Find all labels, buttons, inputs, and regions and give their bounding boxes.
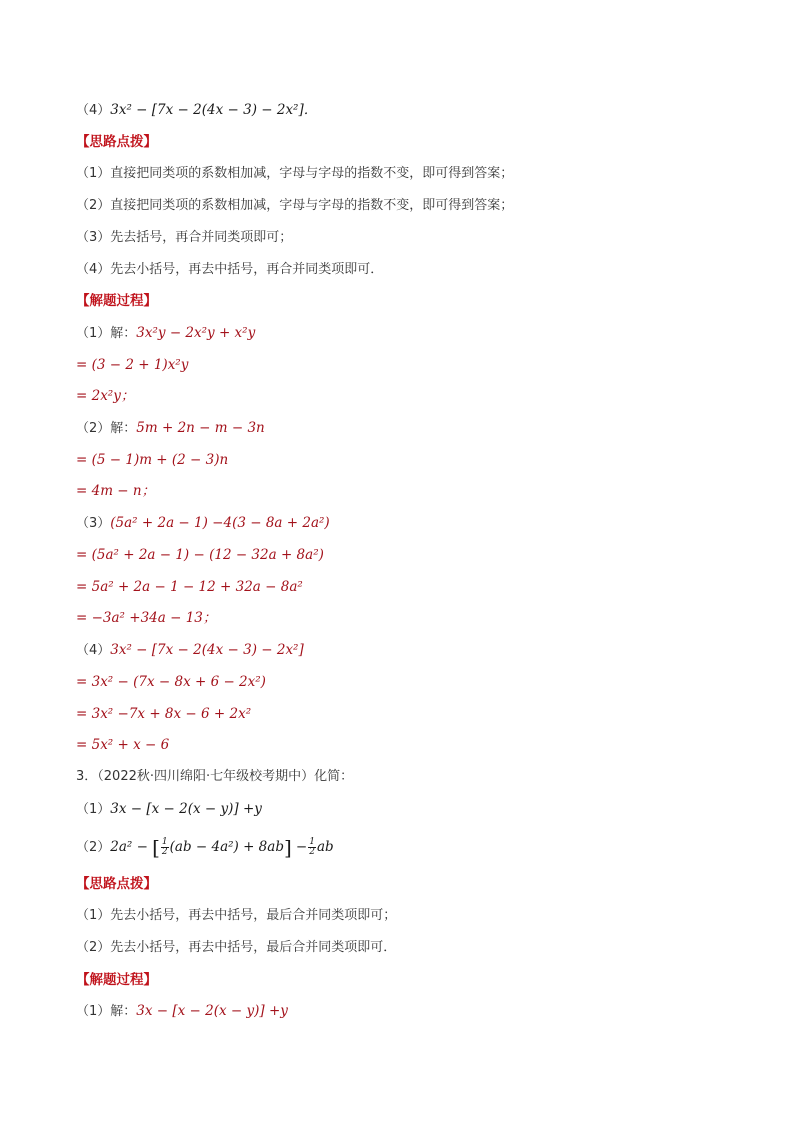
right-bracket: ]: [283, 835, 292, 860]
solution-expression: = (5a² + 2a − 1) − (12 − 32a + 8a²): [76, 547, 324, 563]
fraction-half: [161, 838, 169, 857]
question-2-part-4: [76, 99, 317, 121]
solution-line: [76, 639, 304, 661]
solution-expression: (5a² + 2a − 1) −4(3 − 8a + 2a²): [110, 515, 330, 531]
solution-expression: = 5x² + x − 6: [76, 737, 170, 753]
hint-heading: 【思路点拨】: [76, 876, 157, 892]
solution-expression: 3x²y − 2x²y + x²y: [136, 325, 256, 341]
hint-line: （1）直接把同类项的系数相加减，字母与字母的指数不变，即可得到答案；: [76, 166, 514, 181]
part-label: （1）: [76, 802, 111, 817]
solution-line: [76, 322, 255, 344]
solution-prefix: （3）: [76, 516, 111, 531]
solution-prefix: （1）解：: [76, 1004, 137, 1019]
solution-line: [76, 354, 188, 376]
fraction-denominator: 2: [161, 847, 168, 857]
question-3-part-1: [76, 798, 262, 820]
fraction-half: [308, 838, 316, 857]
left-bracket: [: [152, 835, 160, 860]
solution-line: [76, 449, 228, 471]
part-expression: ab: [316, 839, 334, 855]
solution-heading: 【解题过程】: [76, 293, 157, 309]
solution-expression: 3x² − [7x − 2(4x − 3) − 2x²]: [110, 642, 304, 658]
solution-expression: = 3x² −7x + 8x − 6 + 2x²: [76, 706, 252, 722]
hint-line: （2）先去小括号，再去中括号，最后合并同类项即可．: [76, 940, 397, 955]
solution-line: [76, 480, 155, 502]
solution-expression: = (3 − 2 + 1)x²y: [76, 357, 189, 373]
solution-expression: 3x − [x − 2(x − y)] +y: [136, 1003, 288, 1019]
solution-line: [76, 544, 324, 566]
solution-prefix: （4）: [76, 643, 111, 658]
solution-expression: = 3x² − (7x − 8x + 6 − 2x²): [76, 674, 266, 690]
solution-line: [76, 607, 216, 629]
solution-line: [76, 576, 303, 598]
part-expression: 2a² −: [110, 839, 148, 855]
hint-line: （1）先去小括号，再去中括号，最后合并同类项即可；: [76, 908, 397, 923]
solution-line: [76, 417, 265, 439]
hint-heading: 【思路点拨】: [76, 134, 157, 150]
solution-heading: 【解题过程】: [76, 972, 157, 988]
solution-line: [76, 512, 330, 534]
part-label: （4）: [76, 103, 111, 118]
solution-expression: = (5 − 1)m + (2 − 3)n: [76, 452, 229, 468]
solution-line: [76, 1000, 288, 1022]
question-3-stem: 3．（2022秋·四川绵阳·七年级校考期中）化简：: [76, 769, 354, 784]
solution-expression: = 4m − n；: [76, 483, 156, 499]
part-expression: (ab − 4a²) + 8ab: [169, 839, 284, 855]
fraction-denominator: 2: [309, 847, 315, 857]
part-expression: 3x² − [7x − 2(4x − 3) − 2x²]．: [110, 102, 318, 118]
solution-expression: = 5a² + 2a − 1 − 12 + 32a − 8a²: [76, 579, 303, 595]
question-3-part-2: [76, 833, 334, 861]
solution-line: [76, 671, 266, 693]
hint-line: （4）先去小括号，再去中括号，再合并同类项即可．: [76, 262, 384, 277]
solution-expression: = 2x²y；: [76, 388, 135, 404]
fraction-numerator: 1: [161, 837, 168, 847]
solution-line: [76, 703, 251, 725]
part-label: （2）: [76, 840, 111, 855]
fraction-numerator: 1: [309, 837, 315, 847]
solution-expression: = −3a² +34a − 13；: [76, 610, 217, 626]
hint-line: （2）直接把同类项的系数相加减，字母与字母的指数不变，即可得到答案；: [76, 198, 514, 213]
hint-line: （3）先去括号，再合并同类项即可；: [76, 230, 293, 245]
part-expression: −: [295, 839, 308, 855]
solution-line: [76, 385, 134, 407]
solution-prefix: （1）解：: [76, 326, 137, 341]
solution-prefix: （2）解：: [76, 421, 137, 436]
solution-expression: 5m + 2n − m − 3n: [136, 420, 265, 436]
solution-line: [76, 734, 169, 756]
part-expression: 3x − [x − 2(x − y)] +y: [110, 801, 262, 817]
